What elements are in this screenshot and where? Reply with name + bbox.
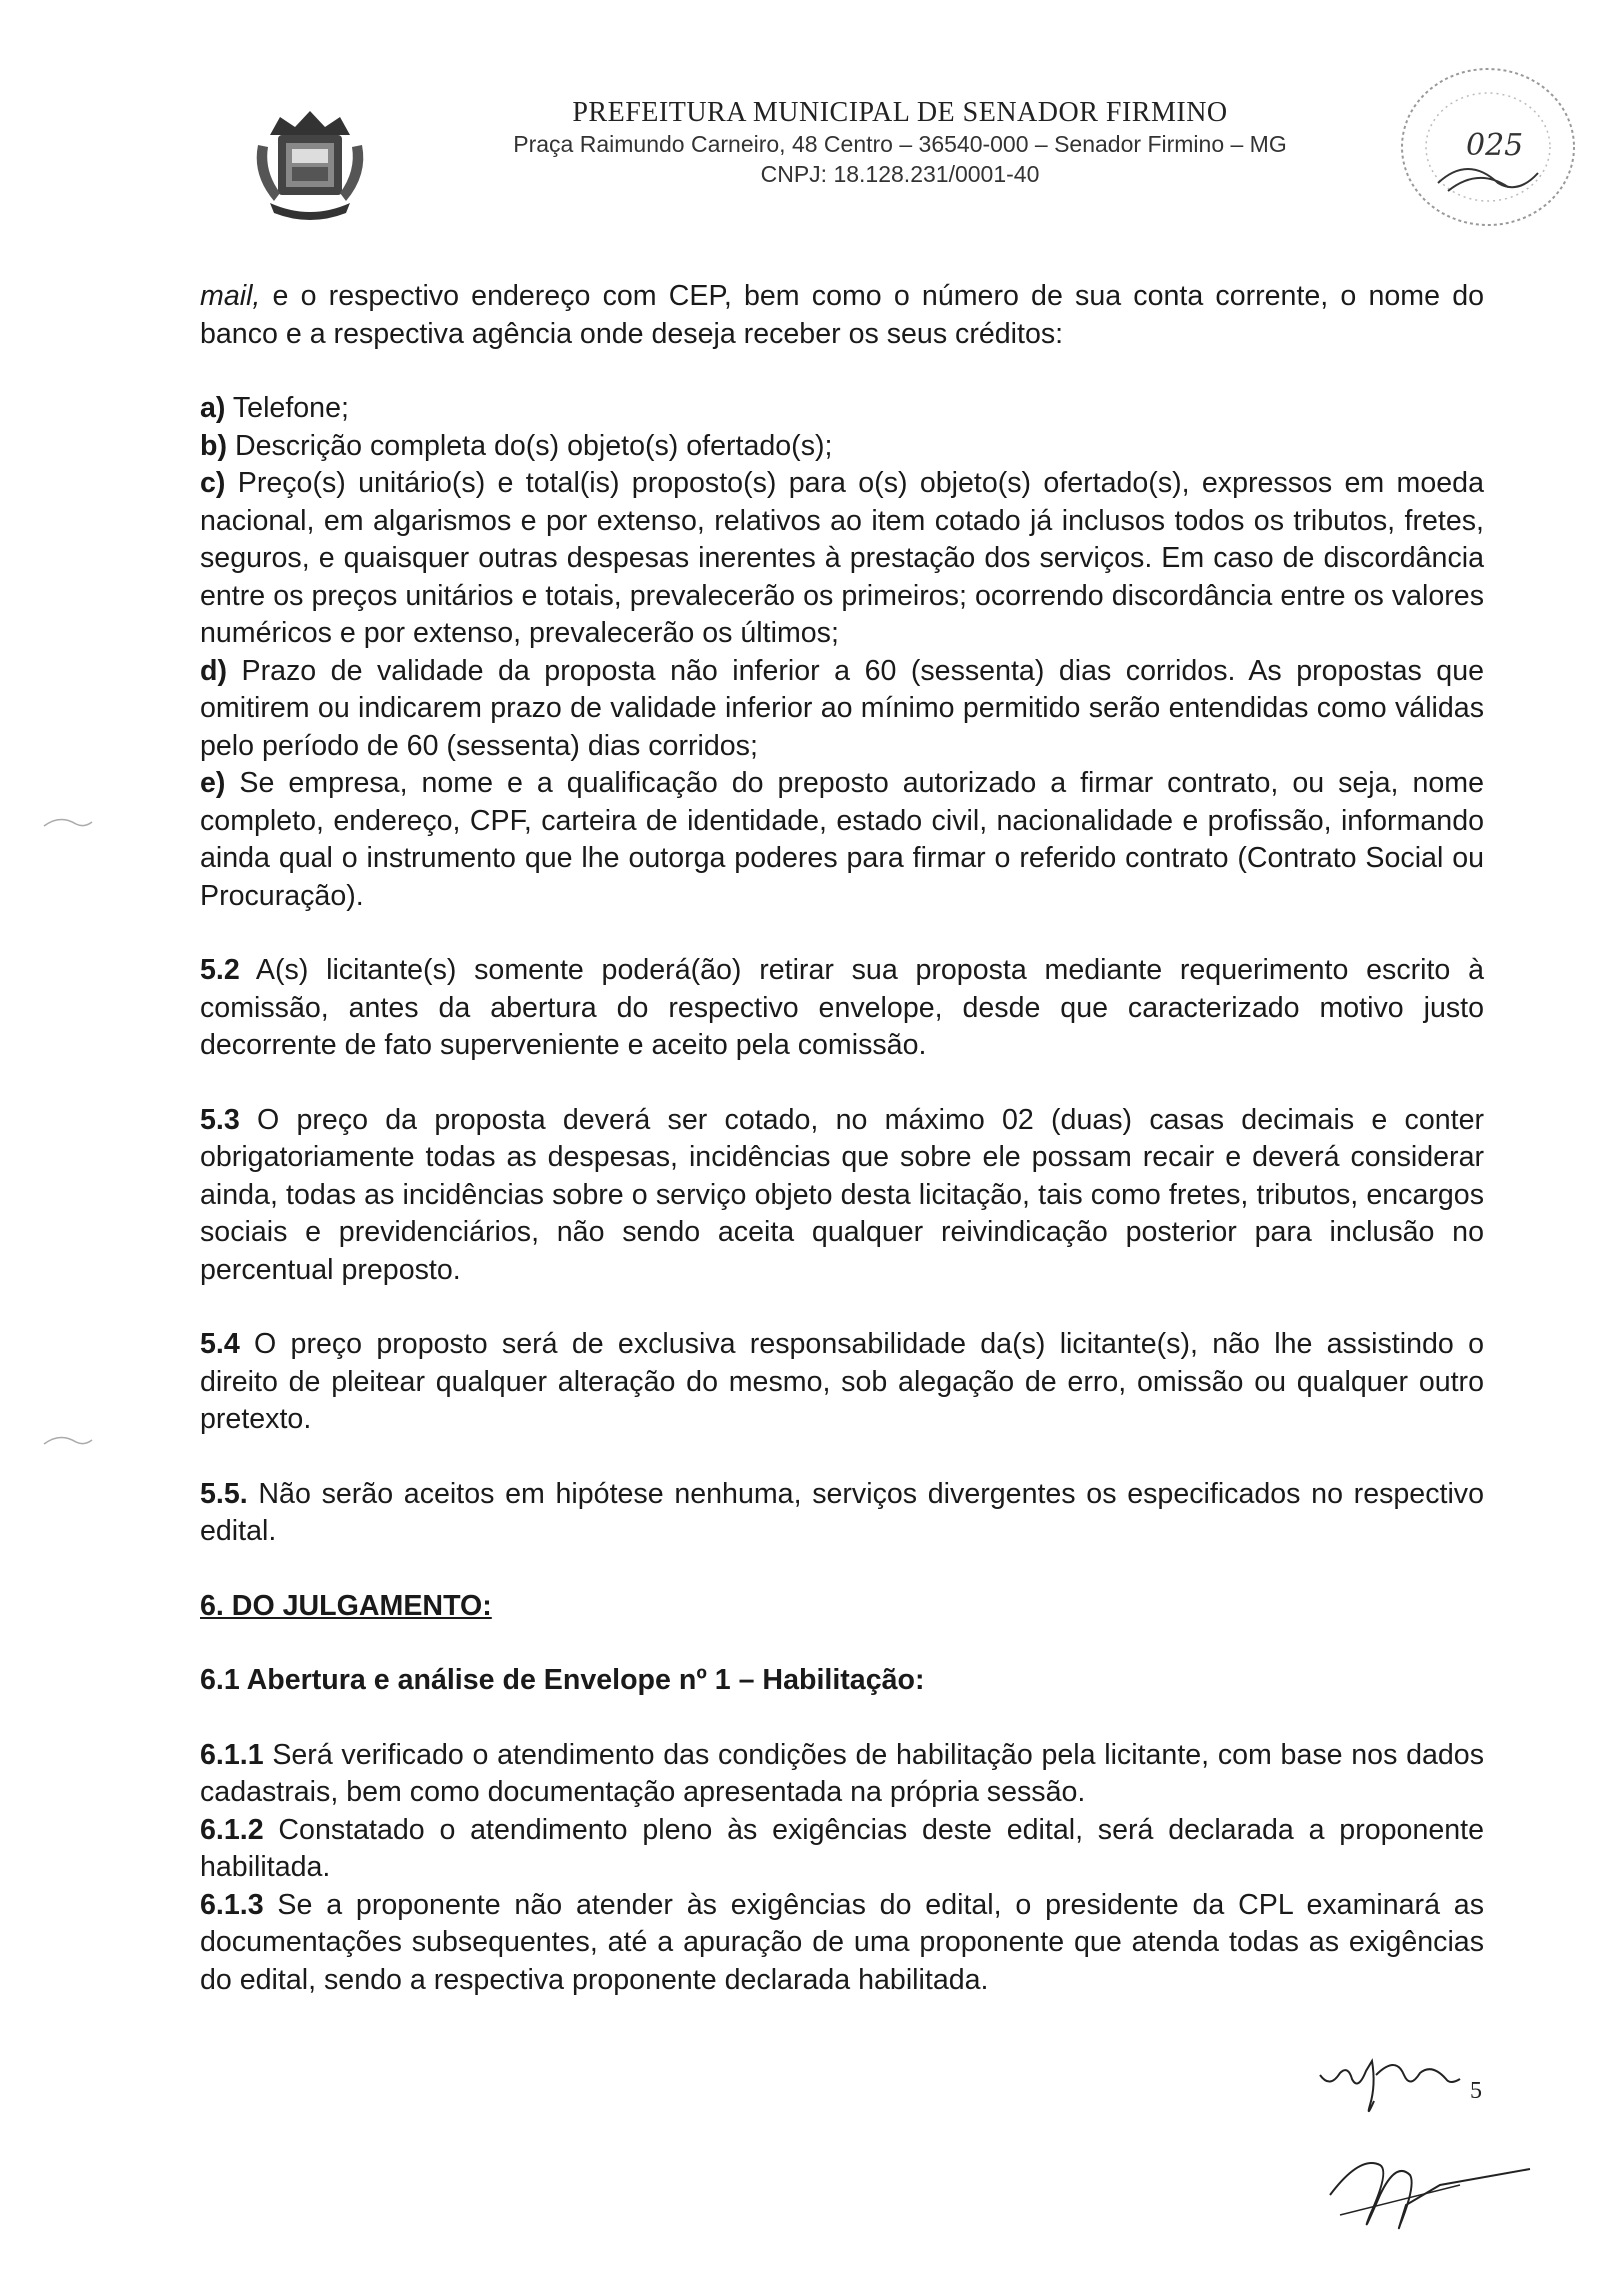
stamp-number: 025 <box>1466 128 1524 163</box>
margin-mark-icon <box>40 1430 100 1450</box>
list-item: b) Descrição completa do(s) objeto(s) ofertado(s); <box>200 429 833 462</box>
protocol-stamp-icon <box>1388 55 1588 235</box>
clause-paragraph: 5.2 A(s) licitante(s) somente poderá(ão) retirar sua proposta mediante requerimento escrito à comissão, antes da abertura do respectivo envelope, desde que caracterizado motivo justo decorrente de fato superveniente e aceito pela comissão. <box>200 954 1484 1061</box>
subclause-paragraph: 6.1.2 Constatado o atendimento pleno às exigências deste edital, será declarada a proponente habilitada. <box>200 1813 1484 1883</box>
header-title: PREFEITURA MUNICIPAL DE SENADOR FIRMINO <box>572 97 1228 128</box>
clause-paragraph: 5.3 O preço da proposta deverá ser cotado, no máximo 02 (duas) casas decimais e conter obrigatoriamente todas as despesas, incidências que sobre ele possam recair e deverá considerar ainda, todas as incidências sobre o serviço objeto desta licitação, tais como fretes, tributos, encargos sociais e previdenciários, não sendo aceita qualquer reivindicação posterior para inclusão no percentual preposto. <box>200 1103 1484 1286</box>
subclause-paragraph: 6.1.1 Será verificado o atendimento das condições de habilitação pela licitante, com base nos dados cadastrais, bem como documentação apresentada na própria sessão. <box>200 1738 1484 1808</box>
intro-paragraph: mail, e o respectivo endereço com CEP, bem como o número de sua conta corrente, o nome do banco e a respectiva agência onde deseja receber os seus créditos: <box>200 280 1484 350</box>
section-title: 6. DO JULGAMENTO: <box>200 1589 492 1622</box>
list-item: c) Preço(s) unitário(s) e total(is) proposto(s) para o(s) objeto(s) ofertado(s), expressos em moeda nacional, em algarismos e por extenso, relativos ao item cotado já inclusos todos os tributos, fretes, seguros, e quaisquer outras despesas inerentes à prestação dos serviços. Em caso de discordância entre os preços unitários e totais, prevalecerão os primeiros; ocorrendo discordância entre os valores numéricos e por extenso, prevalecerão os últimos; <box>200 467 1484 649</box>
clause-paragraph: 5.4 O preço proposto será de exclusiva responsabilidade da(s) licitante(s), não lhe assistindo o direito de pleitear qualquer alteração do mesmo, sob alegação de erro, omissão ou qualquer outro pretexto. <box>200 1328 1484 1435</box>
list-item: d) Prazo de validade da proposta não inferior a 60 (sessenta) dias corridos. As propostas que omitirem ou indicarem prazo de validade inferior ao mínimo permitido serão entendidas como válidas pelo período de 60 (sessenta) dias corridos; <box>200 654 1484 762</box>
clause-paragraph: 5.5. Não serão aceitos em hipótese nenhuma, serviços divergentes os especificados no respectivo edital. <box>200 1477 1484 1547</box>
list-item: a) Telefone; <box>200 392 349 424</box>
margin-mark-icon <box>40 812 100 832</box>
subclause-paragraph: 6.1.3 Se a proponente não atender às exigências do edital, o presidente da CPL examinará as documentações subsequentes, até a apuração de uma proponente que atenda todas as exigências do edital, sendo a respectiva proponente declarada habilitada. <box>200 1888 1484 1996</box>
subsection-title: 6.1 Abertura e análise de Envelope nº 1 – Habilitação: <box>200 1664 925 1696</box>
letterhead <box>0 95 1600 235</box>
document-body <box>200 278 1484 1999</box>
municipal-crest-icon <box>250 105 370 227</box>
list-item: e) Se empresa, nome e a qualificação do preposto autorizado a firmar contrato, ou seja, nome completo, endereço, CPF, carteira de identidade, estado civil, nacionalidade e profissão, informando ainda qual o instrumento que lhe outorga poderes para firmar o referido contrato (Contrato Social ou Procuração). <box>200 767 1484 912</box>
signature-icon <box>1300 2045 1560 2265</box>
page-number: 5 <box>1470 2078 1482 2104</box>
header-address: Praça Raimundo Carneiro, 48 Centro – 36540-000 – Senador Firmino – MG <box>513 131 1287 157</box>
header-cnpj: CNPJ: 18.128.231/0001-40 <box>760 160 1040 187</box>
